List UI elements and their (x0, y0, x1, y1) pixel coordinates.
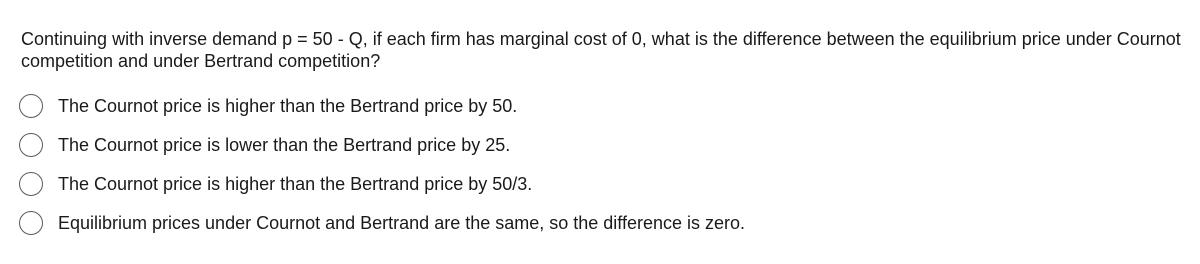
answer-option-3[interactable] (19, 164, 745, 203)
radio-button-icon[interactable] (19, 211, 43, 235)
radio-button-icon[interactable] (19, 133, 43, 157)
answer-option-label: Equilibrium prices under Cournot and Bertrand are the same, so the difference is zero. (58, 212, 746, 233)
answer-option-label: The Cournot price is higher than the Bertrand price by 50/3. (58, 173, 533, 194)
radio-button-icon[interactable] (19, 94, 43, 118)
answer-option-label: The Cournot price is lower than the Bertrand price by 25. (58, 134, 511, 155)
answer-option-label: The Cournot price is higher than the Bertrand price by 50. (58, 95, 518, 116)
answer-option-1[interactable] (19, 86, 745, 125)
answer-options (19, 86, 745, 242)
question-text: Continuing with inverse demand p = 50 - Q, if each firm has marginal cost of 0, what is the difference between the equilibrium price under Cournot competition and under Bertrand competition? (21, 29, 1181, 71)
radio-button-icon[interactable] (19, 172, 43, 196)
answer-option-2[interactable] (19, 125, 745, 164)
answer-option-4[interactable] (19, 203, 745, 242)
